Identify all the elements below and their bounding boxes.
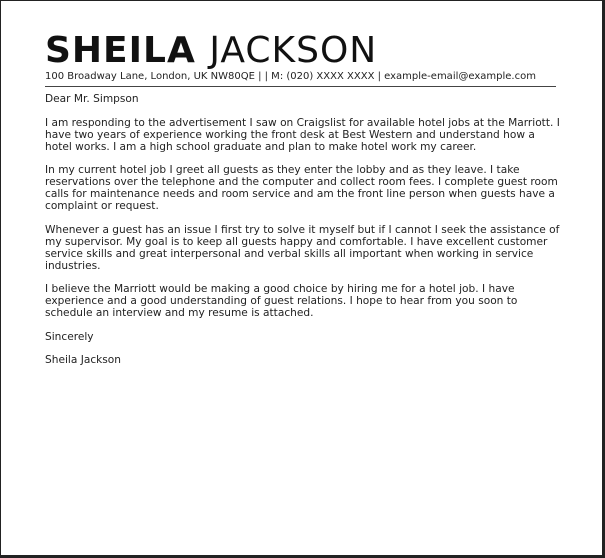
first-name: SHEILA — [45, 30, 196, 71]
paragraph-2: In my current hotel job I greet all guests as they enter the lobby and as they leave. I take reservations over the telephone and the computer and collect room fees. I complete guest room calls for maintenance needs and room service and am the front line person when guests have a complaint or request. — [45, 164, 558, 212]
letter-body — [45, 93, 560, 378]
paragraph-1: I am responding to the advertisement I saw on Craigslist for available hotel jobs at the Marriott. I have two years of experience working the front desk at Best Western and understand how a hotel works. I am a high school graduate and plan to make hotel work my career. — [45, 116, 560, 153]
last-name: JACKSON — [209, 30, 378, 71]
applicant-name — [45, 31, 377, 71]
salutation: Dear Mr. Simpson — [45, 93, 139, 105]
paragraph-3: Whenever a guest has an issue I first try to solve it myself but if I cannot I seek the assistance of my supervisor. My goal is to keep all guests happy and comfortable. I have excellent customer service skills and great interpersonal and verbal skills all important when working in service industries. — [45, 223, 560, 272]
header-divider — [45, 86, 556, 87]
signature-name: Sheila Jackson — [45, 354, 121, 366]
closing: Sincerely — [45, 330, 94, 343]
paragraph-4: I believe the Marriott would be making a good choice by hiring me for a hotel job. I have experience and a good understanding of guest relations. I hope to hear from you soon to schedule an interview and my resume is attached. — [45, 283, 518, 319]
contact-line: 100 Broadway Lane, London, UK NW80QE | | M: (020) XXXX XXXX | example-email@example.com — [45, 71, 536, 82]
